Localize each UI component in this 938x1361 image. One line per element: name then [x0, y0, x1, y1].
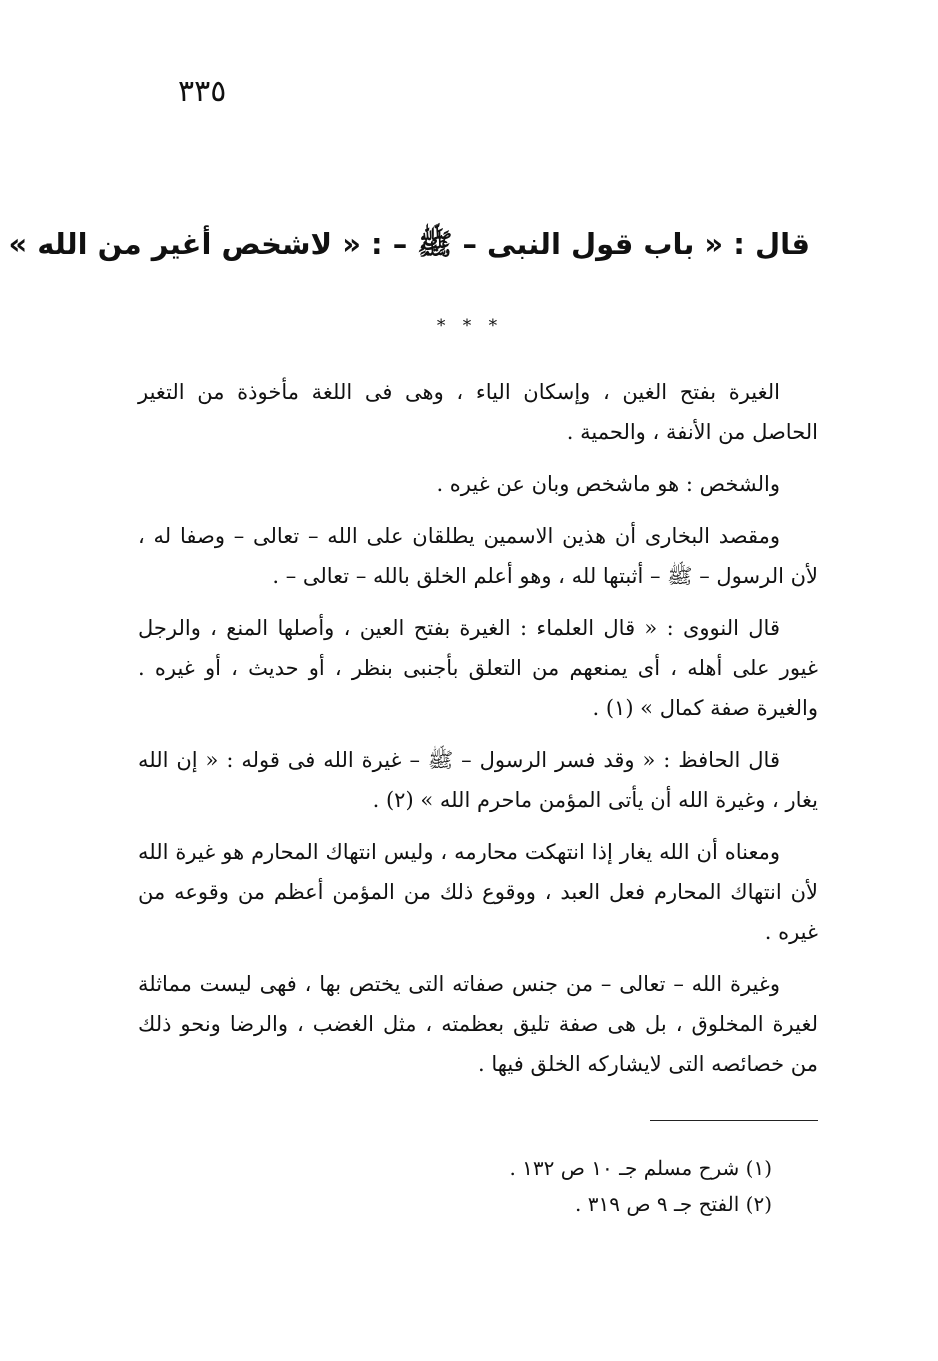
paragraph: قال النووى : « قال العلماء : الغيرة بفتح العين ، وأصلها المنع ، والرجل غيور على أهله ، أى يمنعهم من التعلق بأجنبى بنظر ، أو حديث ، أو غيره . والغيرة صفة كمال » (١) . [138, 616, 818, 720]
footnote: (١) شرح مسلم جـ ١٠ ص ١٣٢ . [509, 1156, 772, 1180]
footnotes [380, 1150, 772, 1222]
paragraph: الغيرة بفتح الغين ، وإسكان الياء ، وهى فى اللغة مأخوذة من التغير الحاصل من الأنفة ، والحمية . [138, 380, 818, 444]
body-text [138, 372, 818, 1096]
page-number: ٣٣٥ [178, 74, 227, 109]
footnote-rule [650, 1120, 818, 1121]
paragraph: والشخص : هو ماشخص وبان عن غيره . [436, 472, 780, 496]
chapter-title: قال : « باب قول النبى – ﷺ – : « لاشخص أغير من الله » [8, 227, 810, 261]
section-separator: * * * [436, 316, 504, 336]
paragraph: ومعناه أن الله يغار إذا انتهكت محارمه ، وليس انتهاك المحارم هو غيرة الله لأن انتهاك المحارم فعل العبد ، ووقوع ذلك من المؤمن أعظم من وقوعه من غيره . [138, 840, 818, 944]
paragraph: وغيرة الله – تعالى – من جنس صفاته التى يختص بها ، فهى ليست مماثلة لغيرة المخلوق ، بل هى صفة تليق بعظمته ، مثل الغضب ، والرضا ونحو ذلك من خصائصه التى لايشاركه الخلق فيها . [138, 972, 818, 1076]
paragraph: ومقصد البخارى أن هذين الاسمين يطلقان على الله – تعالى – وصفا له ، لأن الرسول – ﷺ – أثبتها لله ، وهو أعلم الخلق بالله – تعالى – . [138, 524, 818, 588]
footnote: (٢) الفتح جـ ٩ ص ٣١٩ . [575, 1192, 772, 1216]
paragraph: قال الحافظ : « وقد فسر الرسول – ﷺ – غيرة الله فى قوله : « إن الله يغار ، وغيرة الله أن يأتى المؤمن ماحرم الله » (٢) . [138, 748, 818, 812]
